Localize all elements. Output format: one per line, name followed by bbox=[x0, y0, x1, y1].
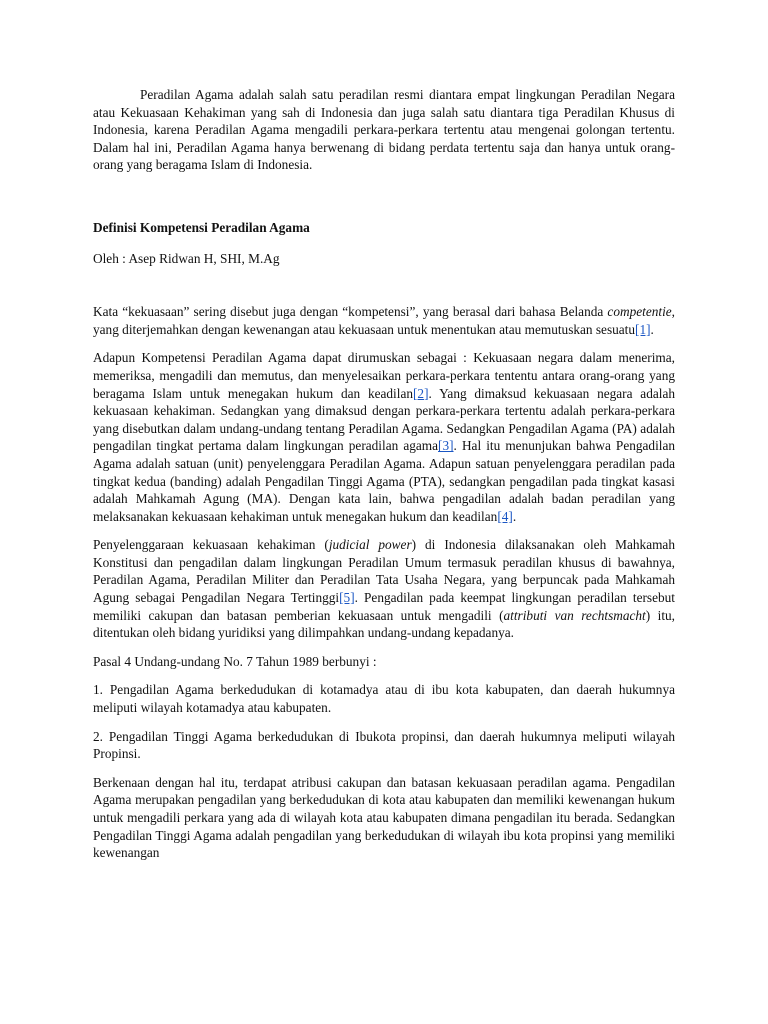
paragraph-berkenaan: Berkenaan dengan hal itu, terdapat atribusi cakupan dan batasan kekuasaan peradilan agama. Pengadilan Agama merupakan pengadilan yang berkedudukan di kota atau kabupaten dan memiliki kewenangan hukum untuk mengadili perkara yang ada di wilayah kota atau kabupaten dimana pengadilan itu berada. Sedangkan Pengadilan Tinggi Agama adalah pengadilan yang berkedudukan di wilayah ibu kota propinsi yang memiliki kewenangan bbox=[93, 774, 675, 861]
pasal-line: Pasal 4 Undang-undang No. 7 Tahun 1989 berbunyi : bbox=[93, 653, 377, 669]
footnote-link-5[interactable]: [5] bbox=[339, 590, 355, 606]
footnote-link-2[interactable]: [2] bbox=[413, 385, 429, 401]
section-heading: Definisi Kompetensi Peradilan Agama bbox=[93, 219, 310, 235]
author-line: Oleh : Asep Ridwan H, SHI, M.Ag bbox=[93, 250, 280, 266]
intro-paragraph: Peradilan Agama adalah salah satu peradilan resmi diantara empat lingkungan Peradilan Negara atau Kekuasaan Kehakiman yang sah di Indonesia dan juga salah satu diantara tiga Peradilan Khusus di Indonesia, karena Peradilan Agama mengadili perkara-perkara tertentu atau mengenai golongan tertentu. Dalam hal ini, Peradilan Agama hanya berwenang di bidang perdata tertentu saja dan hanya untuk orang-orang yang beragama Islam di Indonesia. bbox=[93, 87, 675, 173]
footnote-link-3[interactable]: [3] bbox=[438, 438, 454, 454]
paragraph-penyelenggaraan: Penyelenggaraan kekuasaan kehakiman (judicial power) di Indonesia dilaksanakan oleh Mahkamah Konstitusi dan pengadilan dalam lingkungan Peradilan Umum termasuk peradilan khusus di bawahnya, Peradilan Agama, Peradilan Militer dan Peradilan Tata Usaha Negara, yang berpuncak pada Mahkamah Agung sebagai Pengadilan Negara Tertinggi[5]. Pengadilan pada keempat lingkungan peradilan tersebut memiliki cakupan dan batasan pemberian kekuasaan untuk mengadili (attributi van rechtsmacht) itu, ditentukan oleh bidang yuridiksi yang dilimpahkan undang-undang kepadanya. bbox=[93, 537, 676, 641]
list-item-1: 1. Pengadilan Agama berkedudukan di kotamadya atau di ibu kota kabupaten, dan daerah hukumnya meliputi wilayah kotamadya atau kabupaten. bbox=[93, 682, 675, 716]
footnote-link-1[interactable]: [1] bbox=[635, 321, 651, 337]
list-item-2: 2. Pengadilan Tinggi Agama berkedudukan di Ibukota propinsi, dan daerah hukumnya meliputi wilayah Propinsi. bbox=[93, 728, 675, 762]
paragraph-kompetensi: Adapun Kompetensi Peradilan Agama dapat dirumuskan sebagai : Kekuasaan negara dalam menerima, memeriksa, mengadili dan memutus, dan menyelesaikan perkara-perkara tententu antara orang-orang yang beragama Islam untuk menegakan hukum dan keadilan[2]. Yang dimaksud kekuasaan negara adalah kekuasaan kehakiman. Sedangkan yang dimaksud dengan perkara-perkara tertentu adalah perkara-perkara yang disebutkan dalam undang-undang tentang Peradilan Agama. Sedangkan Pengadilan Agama (PA) adalah pengadilan tingkat pertama dalam lingkungan peradilan agama[3]. Hal itu menunjukan bahwa Pengadilan Agama adalah satuan (unit) penyelenggara Peradilan Agama. Adapun satuan penyelenggara peradilan pada tingkat kedua (banding) adalah Pengadilan Tinggi Agama (PTA), sedangkan pengadilan pada tingkat kasasi adalah Mahkamah Agung (MA). Dengan kata lain, bahwa pengadilan adalah badan peradilan yang melaksanakan kekuasaan kehakiman untuk menegakan hukum dan keadilan[4]. bbox=[93, 350, 676, 524]
paragraph-kekuasaan: Kata “kekuasaan” sering disebut juga dengan “kompetensi”, yang berasal dari bahasa Belanda competentie, yang diterjemahkan dengan kewenangan atau kekuasaan untuk menentukan atau memutuskan sesuatu[1]. bbox=[93, 304, 675, 337]
document-page bbox=[93, 86, 675, 862]
footnote-link-4[interactable]: [4] bbox=[497, 508, 513, 524]
